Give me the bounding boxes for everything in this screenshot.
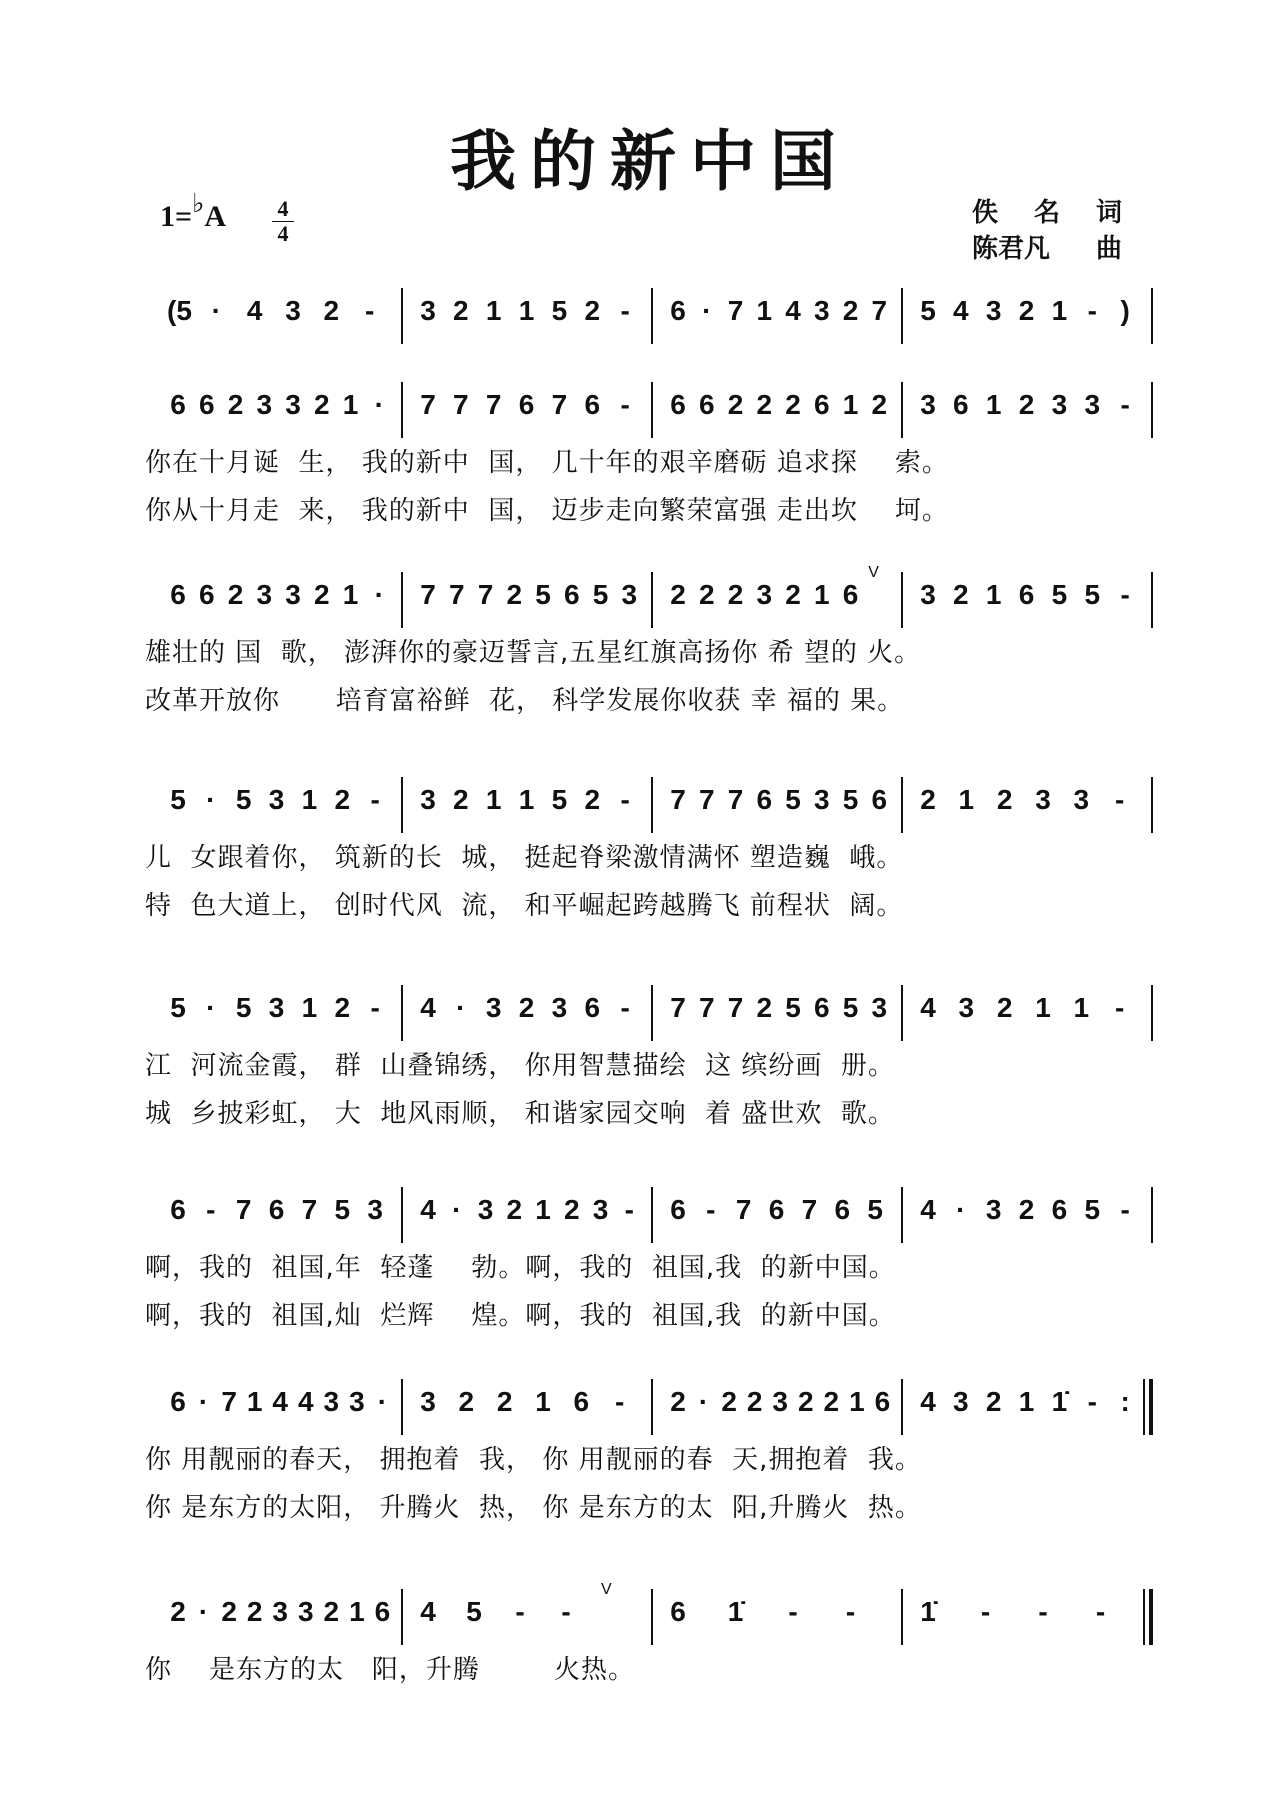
note: 2	[563, 1194, 580, 1225]
note: 7	[698, 784, 715, 815]
dash-note: -	[206, 1194, 216, 1225]
note: 2	[871, 389, 888, 420]
note: 3	[420, 295, 436, 326]
note: 1	[301, 784, 318, 815]
lyric-verse-1: 江 河流金霞， 群 山叠锦绣， 你用智慧描绘 这 缤纷画 册。	[145, 1051, 895, 1081]
note: 2	[221, 1596, 237, 1627]
note: 5	[592, 579, 609, 610]
note: 3	[256, 389, 273, 420]
note: 5	[842, 992, 859, 1023]
note: 1̇	[920, 1596, 936, 1627]
note: 6	[374, 1596, 391, 1627]
note: 6	[871, 784, 888, 815]
note: 7	[453, 389, 469, 420]
note: 2	[246, 1596, 263, 1627]
meter-bottom: 4	[277, 221, 289, 246]
note: 2	[797, 1386, 814, 1417]
composer-credit	[972, 231, 1122, 267]
lyric-verse-1: 你 是东方的太 阳，升腾 火热。	[145, 1655, 635, 1685]
note: 7	[477, 579, 494, 610]
note: 3	[477, 1194, 494, 1225]
lyric-verse-2: 你 是东方的太阳， 升腾火 热， 你 是东方的太 阳,升腾火 热。	[145, 1493, 922, 1523]
note: 3	[268, 992, 285, 1023]
notation-line	[155, 390, 1155, 450]
notation-line	[155, 1581, 1155, 1657]
note: 5	[867, 1194, 883, 1225]
bar-line	[651, 1187, 653, 1243]
note: 6	[563, 579, 580, 610]
note: 6	[768, 1194, 785, 1225]
note: 3	[772, 1386, 788, 1417]
dot-extension: ·	[374, 389, 384, 420]
note: 2	[756, 389, 773, 420]
note: 6	[584, 992, 601, 1023]
note: 4	[953, 295, 969, 326]
note: 2	[458, 1386, 475, 1417]
bar-line	[1151, 572, 1153, 628]
note: 3	[813, 295, 830, 326]
note: 7	[485, 389, 502, 420]
dot-extension: ·	[698, 1386, 709, 1417]
bar-line	[901, 288, 903, 344]
note: 6	[198, 579, 215, 610]
note: 2	[756, 992, 773, 1023]
bar-line	[651, 1379, 653, 1435]
note: 3	[367, 1194, 383, 1225]
dash-note: -	[1087, 1386, 1097, 1417]
final-bar-line	[1149, 1589, 1153, 1645]
note: 4	[297, 1386, 314, 1417]
note: 2	[227, 579, 244, 610]
dash-note: -	[1114, 992, 1125, 1023]
dash-note: -	[845, 1596, 856, 1627]
note: 2	[518, 992, 535, 1023]
notation-line	[155, 296, 1155, 356]
note: 2	[985, 1386, 1002, 1417]
note: 3	[985, 1194, 1002, 1225]
note: 7	[727, 295, 744, 326]
bar-line	[401, 288, 403, 344]
note: 4	[785, 295, 801, 326]
bar-line	[1151, 985, 1153, 1041]
lyric-verse-2: 城 乡披彩虹， 大 地风雨顺， 和谐家园交响 着 盛世欢 歌。	[145, 1099, 895, 1129]
note: 4	[420, 1596, 436, 1627]
meter-top: 4	[277, 196, 289, 221]
dash-note: -	[620, 389, 630, 420]
dot-extension: ·	[452, 1194, 462, 1225]
notation-line	[155, 1195, 1155, 1255]
note: 1	[518, 784, 535, 815]
note: 2	[920, 784, 936, 815]
note: 6	[170, 1386, 186, 1417]
note: 7	[235, 1194, 252, 1225]
note: 1	[1051, 295, 1068, 326]
note: 2	[170, 1596, 186, 1627]
note: 6	[170, 579, 186, 610]
note: 1	[842, 389, 859, 420]
note: 1	[485, 295, 502, 326]
note: 3	[349, 1386, 365, 1417]
note: 6	[170, 1194, 186, 1225]
note: 3	[485, 992, 502, 1023]
note: 6	[834, 1194, 851, 1225]
note: 3	[551, 992, 568, 1023]
bar-line	[1143, 1379, 1145, 1435]
bar-line	[651, 1589, 653, 1645]
note: 3	[323, 1386, 340, 1417]
note: 3	[871, 992, 888, 1023]
note: 3	[420, 1386, 436, 1417]
bar-line	[1151, 288, 1153, 344]
bar-line	[651, 288, 653, 344]
lyric-verse-2: 你从十月走 来， 我的新中 国， 迈步走向繁荣富强 走出坎 坷。	[145, 496, 949, 526]
lyricist-credit	[972, 195, 1122, 231]
note: 7	[551, 389, 568, 420]
dash-note: -	[1120, 579, 1130, 610]
note: 4	[420, 1194, 436, 1225]
note: 6	[198, 389, 215, 420]
note: 6	[518, 389, 535, 420]
dash-note: -	[370, 784, 380, 815]
note: 7	[420, 389, 436, 420]
dot-extension: ·	[198, 1596, 209, 1627]
dot-extension: ·	[377, 1386, 388, 1417]
bar-line	[651, 382, 653, 438]
note: 1	[958, 784, 975, 815]
note: :	[1120, 1386, 1130, 1417]
note: 2	[746, 1386, 763, 1417]
note: 1	[342, 389, 359, 420]
flat-icon: ♭	[192, 189, 205, 218]
note: 5	[466, 1596, 482, 1627]
note: 1	[535, 1386, 551, 1417]
note: 2	[727, 389, 744, 420]
note: 7	[801, 1194, 818, 1225]
lyric-verse-1: 雄壮的 国 歌， 澎湃你的豪迈誓言,五星红旗高扬你 希 望的 火。	[145, 638, 922, 668]
bar-line	[901, 1187, 903, 1243]
note: 6	[813, 389, 830, 420]
note: 5	[235, 784, 252, 815]
note: 3	[592, 1194, 609, 1225]
note: 2	[953, 579, 969, 610]
bar-line	[1151, 1187, 1153, 1243]
note: 3	[985, 295, 1002, 326]
bar-line	[401, 985, 403, 1041]
note: 5	[920, 295, 936, 326]
note: 5	[1084, 1194, 1101, 1225]
note: 3	[256, 579, 273, 610]
note: 3	[420, 784, 436, 815]
bar-line	[1151, 777, 1153, 833]
note: 2	[323, 295, 340, 326]
note: 7	[735, 1194, 752, 1225]
bar-line	[901, 777, 903, 833]
dash-note: -	[620, 784, 630, 815]
notation-line	[155, 785, 1155, 845]
note: 6	[268, 1194, 285, 1225]
dot-extension: ·	[206, 992, 216, 1023]
note: (5	[167, 295, 192, 326]
note: 3	[920, 389, 936, 420]
bar-line	[901, 985, 903, 1041]
note: 7	[698, 992, 715, 1023]
bar-line	[901, 572, 903, 628]
note: 2	[727, 579, 744, 610]
note: 1	[1035, 992, 1051, 1023]
note: 5	[785, 992, 801, 1023]
note: 2	[670, 1386, 686, 1417]
note: 2	[1018, 295, 1035, 326]
dash-note: -	[980, 1596, 991, 1627]
note: 2	[1018, 389, 1035, 420]
note: 5	[785, 784, 801, 815]
note: 2	[323, 1596, 340, 1627]
note: 5	[551, 295, 568, 326]
note: 2	[823, 1386, 840, 1417]
note: 1	[1018, 1386, 1035, 1417]
dot-extension: ·	[956, 1194, 966, 1225]
note: 2	[584, 295, 601, 326]
note: 1	[485, 784, 502, 815]
note: 5	[551, 784, 568, 815]
dash-note: -	[1120, 1194, 1130, 1225]
lyric-verse-1: 啊，我的 祖国,年 轻蓬 勃。啊，我的 祖国,我 的新中国。	[145, 1253, 896, 1283]
note: 2	[496, 1386, 513, 1417]
note: 1	[1073, 992, 1090, 1023]
note: 5	[334, 1194, 351, 1225]
note: 7	[727, 992, 744, 1023]
composer-role: 曲	[1095, 234, 1122, 264]
note: 7	[670, 784, 686, 815]
note: 1	[349, 1596, 365, 1627]
bar-line	[401, 1187, 403, 1243]
credits	[972, 195, 1122, 267]
breath-mark: V	[868, 564, 879, 581]
bar-line	[401, 1379, 403, 1435]
note: 6	[842, 579, 859, 610]
dash-note: -	[1114, 784, 1125, 815]
dot-extension: ·	[206, 784, 216, 815]
note: 7	[871, 295, 888, 326]
note: 7	[727, 784, 744, 815]
notation-line	[155, 993, 1155, 1053]
dot-extension: ·	[198, 1386, 209, 1417]
note: 3	[1051, 389, 1068, 420]
note: 3	[953, 1386, 969, 1417]
bar-line	[1151, 382, 1153, 438]
dash-note: -	[624, 1194, 634, 1225]
note: )	[1120, 295, 1130, 326]
note: 3	[621, 579, 638, 610]
note: 7	[301, 1194, 318, 1225]
note: 2	[1018, 1194, 1035, 1225]
note: 5	[1084, 579, 1101, 610]
dash-note: -	[788, 1596, 798, 1627]
dash-note: -	[370, 992, 380, 1023]
bar-line	[901, 1379, 903, 1435]
note: 2	[313, 389, 330, 420]
dash-note: -	[614, 1386, 625, 1417]
note: 1	[301, 992, 318, 1023]
note: 3	[813, 784, 830, 815]
note: 2	[721, 1386, 737, 1417]
dash-note: -	[515, 1596, 525, 1627]
note: 4	[920, 1386, 936, 1417]
bar-line	[401, 382, 403, 438]
note: 1	[756, 295, 773, 326]
dash-note: -	[620, 992, 630, 1023]
note: 6	[698, 389, 715, 420]
note: 5	[1051, 579, 1068, 610]
bar-line	[901, 1589, 903, 1645]
note: 2	[453, 784, 469, 815]
note: 2	[996, 784, 1013, 815]
note: 3	[1084, 389, 1101, 420]
lyricist-name-2: 名	[1033, 198, 1060, 228]
note: 6	[170, 389, 186, 420]
note: 6	[874, 1386, 891, 1417]
note: 1	[342, 579, 359, 610]
dash-note: -	[620, 295, 630, 326]
dot-extension: ·	[702, 295, 712, 326]
note: 3	[285, 579, 301, 610]
note: 6	[670, 389, 686, 420]
lyricist-name-1: 佚	[972, 198, 999, 228]
note: 3	[756, 579, 773, 610]
bar-line	[651, 985, 653, 1041]
bar-line	[651, 572, 653, 628]
note: 2	[785, 579, 801, 610]
lyric-verse-1: 你在十月诞 生， 我的新中 国， 几十年的艰辛磨砺 追求探 索。	[145, 448, 949, 478]
note: 7	[670, 992, 686, 1023]
note: 1	[985, 579, 1002, 610]
note: 2	[670, 579, 686, 610]
note: 6	[670, 1194, 686, 1225]
note: 3	[297, 1596, 314, 1627]
lyric-verse-1: 你 用靓丽的春天， 拥抱着 我， 你 用靓丽的春 天,拥抱着 我。	[145, 1445, 922, 1475]
dot-extension: ·	[456, 992, 466, 1023]
song-title: 我的新中国	[450, 123, 850, 200]
note: 7	[221, 1386, 237, 1417]
dash-note: -	[1120, 389, 1130, 420]
note: 2	[506, 579, 523, 610]
key-note: A	[204, 200, 227, 233]
note: 3	[958, 992, 975, 1023]
dash-note: -	[1038, 1596, 1048, 1627]
note: 3	[268, 784, 285, 815]
lyric-verse-2: 啊，我的 祖国,灿 烂辉 煌。啊，我的 祖国,我 的新中国。	[145, 1301, 896, 1331]
note: 2	[334, 784, 351, 815]
note: 2	[785, 389, 801, 420]
dash-note: -	[1087, 295, 1097, 326]
note: 1	[849, 1386, 865, 1417]
note: 2	[996, 992, 1013, 1023]
note: 2	[227, 389, 244, 420]
note: 5	[170, 992, 186, 1023]
note: 2	[506, 1194, 523, 1225]
note: 6	[953, 389, 969, 420]
note: 5	[535, 579, 551, 610]
dash-note: -	[1095, 1596, 1106, 1627]
note: 5	[235, 992, 252, 1023]
note: 1	[246, 1386, 263, 1417]
note: 3	[1073, 784, 1090, 815]
note: 6	[813, 992, 830, 1023]
note: 2	[698, 579, 715, 610]
note: 7	[448, 579, 465, 610]
bar-line	[901, 382, 903, 438]
bar-line	[651, 777, 653, 833]
notation-line	[155, 1387, 1155, 1447]
note: 6	[573, 1386, 590, 1417]
note: 4	[920, 992, 936, 1023]
note: 2	[334, 992, 351, 1023]
note: 4	[420, 992, 436, 1023]
dot-extension: ·	[211, 295, 221, 326]
note: 2	[313, 579, 330, 610]
note: 6	[670, 295, 686, 326]
note: 3	[1035, 784, 1051, 815]
note: 1̇	[727, 1596, 744, 1627]
dot-extension: ·	[374, 579, 384, 610]
final-bar-line	[1149, 1379, 1153, 1435]
note: 3	[920, 579, 936, 610]
bar-line	[401, 777, 403, 833]
composer-name: 陈君凡	[972, 234, 1051, 264]
note: 1	[813, 579, 830, 610]
dash-note: -	[706, 1194, 716, 1225]
note: 1	[985, 389, 1002, 420]
note: 1	[518, 295, 535, 326]
dash-note: -	[364, 295, 375, 326]
note: 6	[1018, 579, 1035, 610]
note: 3	[285, 295, 301, 326]
note: 4	[272, 1386, 288, 1417]
note: 7	[420, 579, 436, 610]
note: 6	[1051, 1194, 1068, 1225]
note: 5	[170, 784, 186, 815]
note: 5	[842, 784, 859, 815]
note: 3	[285, 389, 301, 420]
note: 2	[453, 295, 469, 326]
note: 1̇	[1051, 1386, 1068, 1417]
lyricist-role: 词	[1095, 198, 1122, 228]
note: 3	[272, 1596, 288, 1627]
note: 6	[584, 389, 601, 420]
key-signature	[160, 189, 227, 234]
key-prefix: 1=	[160, 200, 193, 233]
note: 4	[246, 295, 263, 326]
note: 6	[756, 784, 773, 815]
bar-line	[1143, 1589, 1145, 1645]
note: 6	[670, 1596, 686, 1627]
lyric-verse-2: 特 色大道上， 创时代风 流， 和平崛起跨越腾飞 前程状 阔。	[145, 891, 904, 921]
dash-note: -	[561, 1596, 571, 1627]
note: 4	[920, 1194, 936, 1225]
note: 1	[535, 1194, 551, 1225]
breath-mark: V	[601, 1581, 612, 1598]
time-signature	[272, 198, 294, 245]
notation-line	[155, 564, 1155, 640]
note: 2	[584, 784, 601, 815]
bar-line	[401, 1589, 403, 1645]
bar-line	[401, 572, 403, 628]
lyric-verse-1: 儿 女跟着你， 筑新的长 城， 挺起脊梁激情满怀 塑造巍 峨。	[145, 843, 904, 873]
note: 2	[842, 295, 859, 326]
lyric-verse-2: 改革开放你 培育富裕鲜 花， 科学发展你收获 幸 福的 果。	[145, 686, 905, 716]
